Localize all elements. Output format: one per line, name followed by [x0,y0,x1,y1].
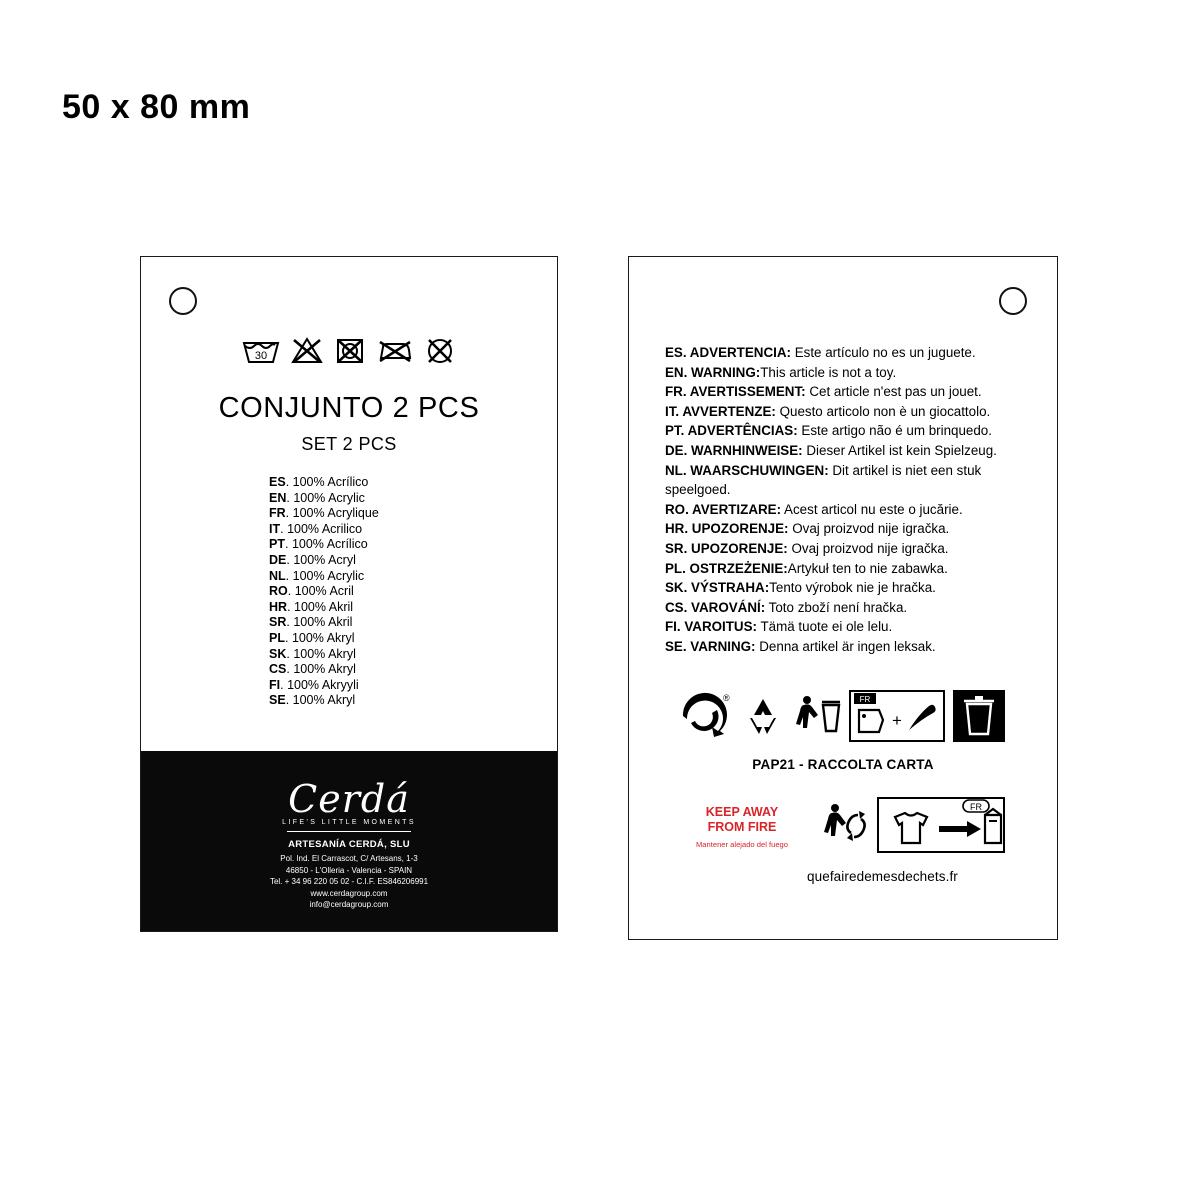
list-item: CS. 100% Akryl [269,662,356,677]
pap-label: PAP21 - RACCOLTA CARTA [752,757,934,772]
list-item: RO. 100% Acril [269,584,354,599]
no-dry-clean-icon [424,335,456,365]
list-item: SR. 100% Akril [269,615,353,630]
list-item: EN. WARNING:This article is not a toy. [665,364,897,380]
wash-30-icon [242,335,280,365]
svg-text:+: + [892,711,902,730]
fr-triman-paper-icon [849,690,945,747]
list-item: SK. 100% Akryl [269,646,356,661]
list-item: FR. 100% Acrylique [269,506,379,521]
list-item: IT. 100% Acrilico [269,521,363,536]
list-item: EN. 100% Acrylic [269,490,365,505]
list-item: FI. VAROITUS: Tämä tuote ei ole lelu. [665,619,893,635]
composition-list [141,475,557,709]
resy-recycle-icon [677,689,733,748]
paper-bin-icon [953,690,1005,747]
no-tumble-dry-icon [334,335,366,365]
list-item: PT. 100% Acrílico [269,537,368,552]
list-item: SE. 100% Akryl [269,693,356,708]
brand-band [141,751,557,931]
list-item: SE. VARNING: Denna artikel är ingen leksak. [665,638,936,654]
product-title: CONJUNTO 2 PCS [218,392,480,424]
list-item: FR. AVERTISSEMENT: Cet article n'est pas un jouet. [665,384,982,400]
page-title: 50 x 80 mm [62,88,251,126]
list-item: HR. 100% Akril [269,599,354,614]
list-item: DE. WARNHINWEISE: Dieser Artikel ist kein Spielzeug. [665,442,997,458]
mobius-loop-icon [741,694,785,743]
list-item: NL. WAARSCHUWINGEN: Dit artikel is niet een stuk speelgoed. [665,462,982,498]
svg-text:FR: FR [970,802,982,812]
svg-text:®: ® [723,693,730,703]
list-item: IT. AVVERTENZE: Questo articolo non è un giocattolo. [665,403,991,419]
divider [287,831,411,832]
no-bleach-icon [291,335,323,365]
list-item: NL. 100% Acrylic [269,568,365,583]
throw-in-bin-icon [793,691,841,746]
list-item: DE. 100% Acryl [269,552,356,567]
list-item: HR. UPOZORENJE: Ovaj proizvod nije igračka. [665,521,950,537]
company-address: Pol. Ind. El Carrascot, C/ Artesans, 1-3 46850 - L'Olleria - Valencia - SPAIN Tel. + 34 96 220 05 02 - C.I.F. ES846206991 www.cerdagroup.com info@cerdagroup.com [269,854,429,909]
svg-text:FR: FR [859,695,871,704]
triman-icons-row [821,797,1005,858]
throw-in-bin-icon [821,799,871,856]
list-item: ES. ADVERTENCIA: Este artículo no es un juguete. [665,345,976,360]
tag-back [628,256,1058,940]
svg-text:30: 30 [254,350,268,362]
list-item: PL. OSTRZEŻENIE:Artykuł ten to nie zabawka. [665,560,948,576]
company-name: ARTESANÍA CERDÁ, SLU [288,839,410,850]
list-item: PL. 100% Akryl [269,630,355,645]
list-item: RO. AVERTIZARE: Acest articol nu este o jucărie. [665,501,963,517]
fire-warning-subtext: Mantener alejado del fuego [695,840,789,849]
punch-hole [999,287,1027,315]
list-item: CS. VAROVÁNÍ: Toto zboží není hračka. [665,599,908,615]
brand-tagline: LIFE'S LITTLE MOMENTS [282,819,416,826]
list-item: PT. ADVERTÊNCIAS: Este artigo não é um brinquedo. [665,423,992,439]
list-item: SK. VÝSTRAHA:Tento výrobok nie je hračka. [665,580,936,596]
care-symbols-row [141,335,557,365]
recycling-url: quefairedemesdechets.fr [807,869,958,884]
no-iron-icon [377,335,413,365]
list-item: ES. 100% Acrílico [269,475,369,489]
punch-hole [169,287,197,315]
recycling-icons-row [677,689,1005,748]
brand-logo: Cerdá [288,777,410,821]
tag-front [140,256,558,932]
product-subtitle: SET 2 PCS [301,434,397,454]
list-item: FI. 100% Akryyli [269,677,359,692]
fr-triman-textile-icon [877,797,1005,858]
warning-list [665,343,1031,657]
fire-warning: KEEP AWAY FROM FIRE Mantener alejado del fuego [687,805,797,849]
list-item: SR. UPOZORENJE: Ovaj proizvod nije igračka. [665,540,949,556]
